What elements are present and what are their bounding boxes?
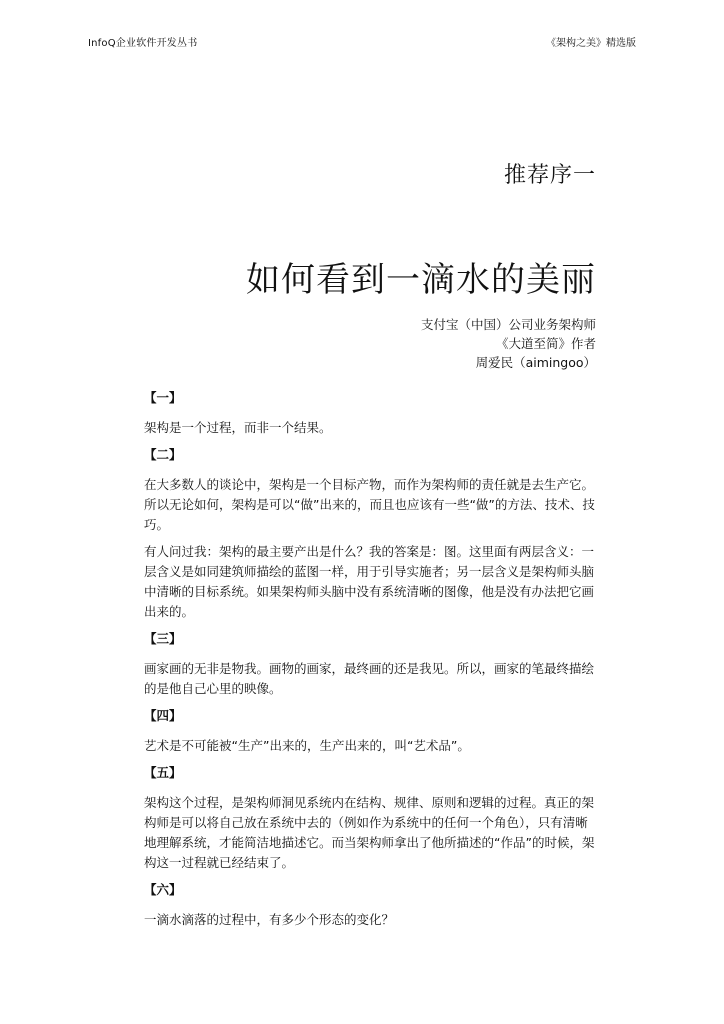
running-header-series: InfoQ企业软件开发丛书 [88,38,198,49]
paragraph: 有人问过我：架构的最主要产出是什么？我的答案是：图。这里面有两层含义：一层含义是如同建筑师描绘的蓝图一样，用于引导实施者；另一层含义是架构师头脑中清晰的目标系统。如果架构师头脑中没有系统清晰的图像，他是没有办法把它画出来的。 [144,544,595,619]
paragraph: 架构是一个过程，而非一个结果。 [144,420,332,435]
paragraph: 在大多数人的谈论中，架构是一个目标产物，而作为架构师的责任就是去生产它。所以无论如何，架构是可以“做”出来的，而且也应该有一些“做”的方法、技术、技巧。 [144,477,595,532]
paragraph: 艺术是不可能被“生产”出来的，生产出来的，叫“艺术品”。 [144,738,470,753]
paragraph: 架构这个过程，是架构师洞见系统内在结构、规律、原则和逻辑的过程。真正的架构师是可以将自己放在系统中去的（例如作为系统中的任何一个角色），只有清晰地理解系统，才能简洁地描述它。而当架构师拿出了他所描述的“作品”的时候，架构这一过程就已经结束了。 [144,795,595,870]
section-heading: 【四】 [144,708,182,723]
section-heading: 【二】 [144,447,182,462]
section-heading: 【五】 [144,765,182,780]
running-header-book: 《架构之美》精选版 [546,38,636,49]
author-byline [421,315,596,372]
section-heading: 【三】 [144,631,182,646]
page-title: 如何看到一滴水的美丽 [246,260,596,300]
author-name: 周爱民（aimingoo） [475,355,596,370]
chapter-label: 推荐序一 [503,163,596,188]
section-heading: 【一】 [144,390,182,405]
author-position: 支付宝（中国）公司业务架构师 [420,317,596,332]
article-body [144,388,600,937]
paragraph: 画家画的无非是物我。画物的画家，最终画的还是我见。所以，画家的笔最终描绘的是他自己心里的映像。 [144,661,595,696]
paragraph: 一滴水滴落的过程中，有多少个形态的变化？ [144,912,395,927]
author-book: 《大道至简》作者 [495,336,596,351]
section-heading: 【六】 [144,882,182,897]
